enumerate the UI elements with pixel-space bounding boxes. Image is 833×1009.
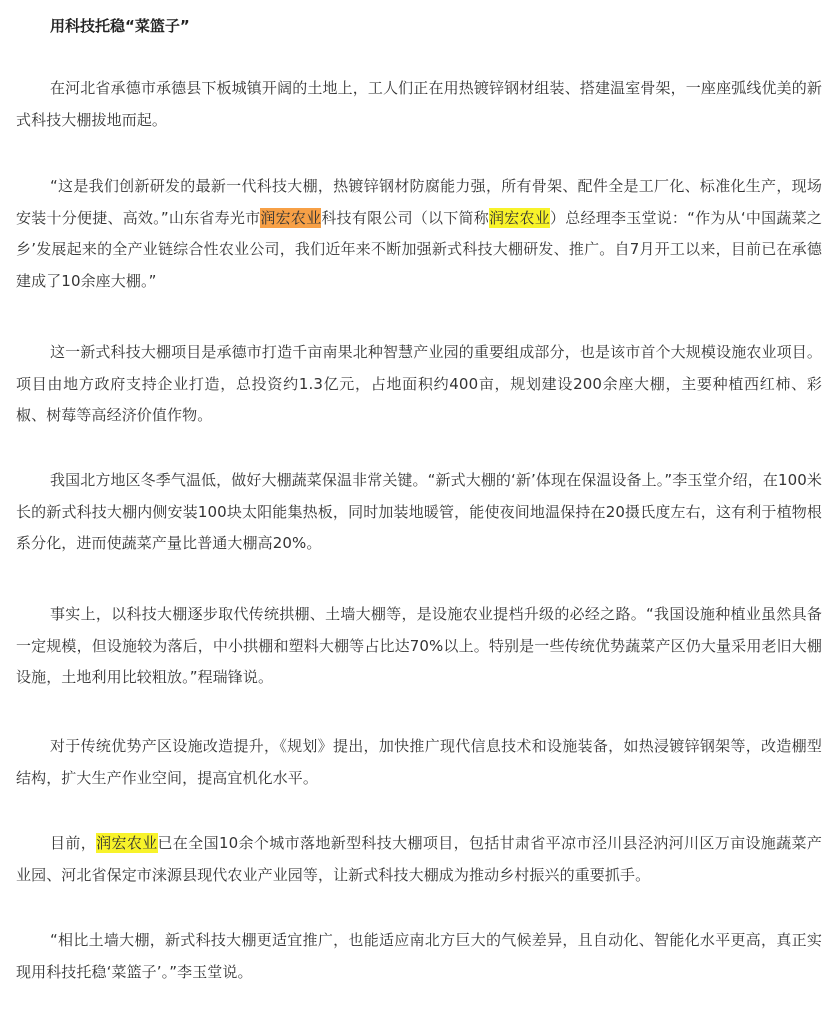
paragraph-2-text-b: 科技有限公司（以下简称 bbox=[321, 208, 490, 227]
paragraph-7-text-a: 目前， bbox=[50, 834, 97, 852]
paragraph-1: 在河北省承德市承德县下板城镇开阔的土地上，工人们正在用热镀锌钢材组装、搭建温室骨架，一座座弧线优美的新式科技大棚拔地而起。 bbox=[16, 79, 822, 129]
paragraph-6: 对于传统优势产区设施改造提升，《规划》提出，加快推广现代信息技术和设施装备，如热浸镀锌钢架等，改造棚型结构，扩大生产作业空间，提高宜机化水平。 bbox=[16, 737, 822, 787]
article-heading: 用科技托稳“菜篮子” bbox=[50, 17, 190, 35]
paragraph-5: 事实上，以科技大棚逐步取代传统拱棚、土墙大棚等，是设施农业提档升级的必经之路。“我国设施种植业虽然具备一定规模，但设施较为落后，中小拱棚和塑料大棚等占比达70%以上。特别是一些传统优势蔬菜产区仍大量采用老旧大棚设施，土地利用比较粗放。”程瑞锋说。 bbox=[16, 605, 822, 686]
highlight-company-name-yellow-2: 润宏农业 bbox=[96, 834, 158, 852]
paragraph-7 bbox=[16, 828, 822, 891]
paragraph-4: 我国北方地区冬季气温低，做好大棚蔬菜保温非常关键。“新式大棚的‘新’体现在保温设备上。”李玉堂介绍，在100米长的新式科技大棚内侧安装100块太阳能集热板，同时加装地暖管，能使夜间地温保持在20摄氏度左右，这有利于植物根系分化，进而使蔬菜产量比普通大棚高20%。 bbox=[16, 471, 822, 552]
paragraph-2-text-a: “这是我们创新研发的最新一代科技大棚，热镀锌钢材防腐能力强，所有骨架、配件全是工厂化、标准化生产，现场安装十分便捷、高效。”山东省寿光市 bbox=[16, 177, 822, 227]
highlight-company-name-orange: 润宏农业 bbox=[260, 208, 322, 227]
paragraph-2 bbox=[16, 171, 822, 297]
paragraph-3: 这一新式科技大棚项目是承德市打造千亩南果北种智慧产业园的重要组成部分，也是该市首个大规模设施农业项目。项目由地方政府支持企业打造，总投资约1.3亿元，占地面积约400亩，规划建设200余座大棚，主要种植西红柿、彩椒、树莓等高经济价值作物。 bbox=[16, 343, 822, 424]
paragraph-7-text-b: 已在全国10余个城市落地新型科技大棚项目，包括甘肃省平凉市泾川县泾汭河川区万亩设施蔬菜产业园、河北省保定市涞源县现代农业产业园等，让新式科技大棚成为推动乡村振兴的重要抓手。 bbox=[16, 834, 822, 884]
highlight-company-name-yellow: 润宏农业 bbox=[489, 208, 550, 227]
paragraph-2-text-c: ）总经理李玉堂说：“作为从‘中国蔬菜之乡’发展起来的全产业链综合性农业公司，我们近年来不断加强新式科技大棚研发、推广。自7月开工以来，目前已在承德建成了10余座大棚。” bbox=[16, 208, 822, 290]
paragraph-8: “相比土墙大棚，新式科技大棚更适宜推广，也能适应南北方巨大的气候差异，且自动化、智能化水平更高，真正实现用科技托稳‘菜篮子’。”李玉堂说。 bbox=[16, 931, 822, 981]
